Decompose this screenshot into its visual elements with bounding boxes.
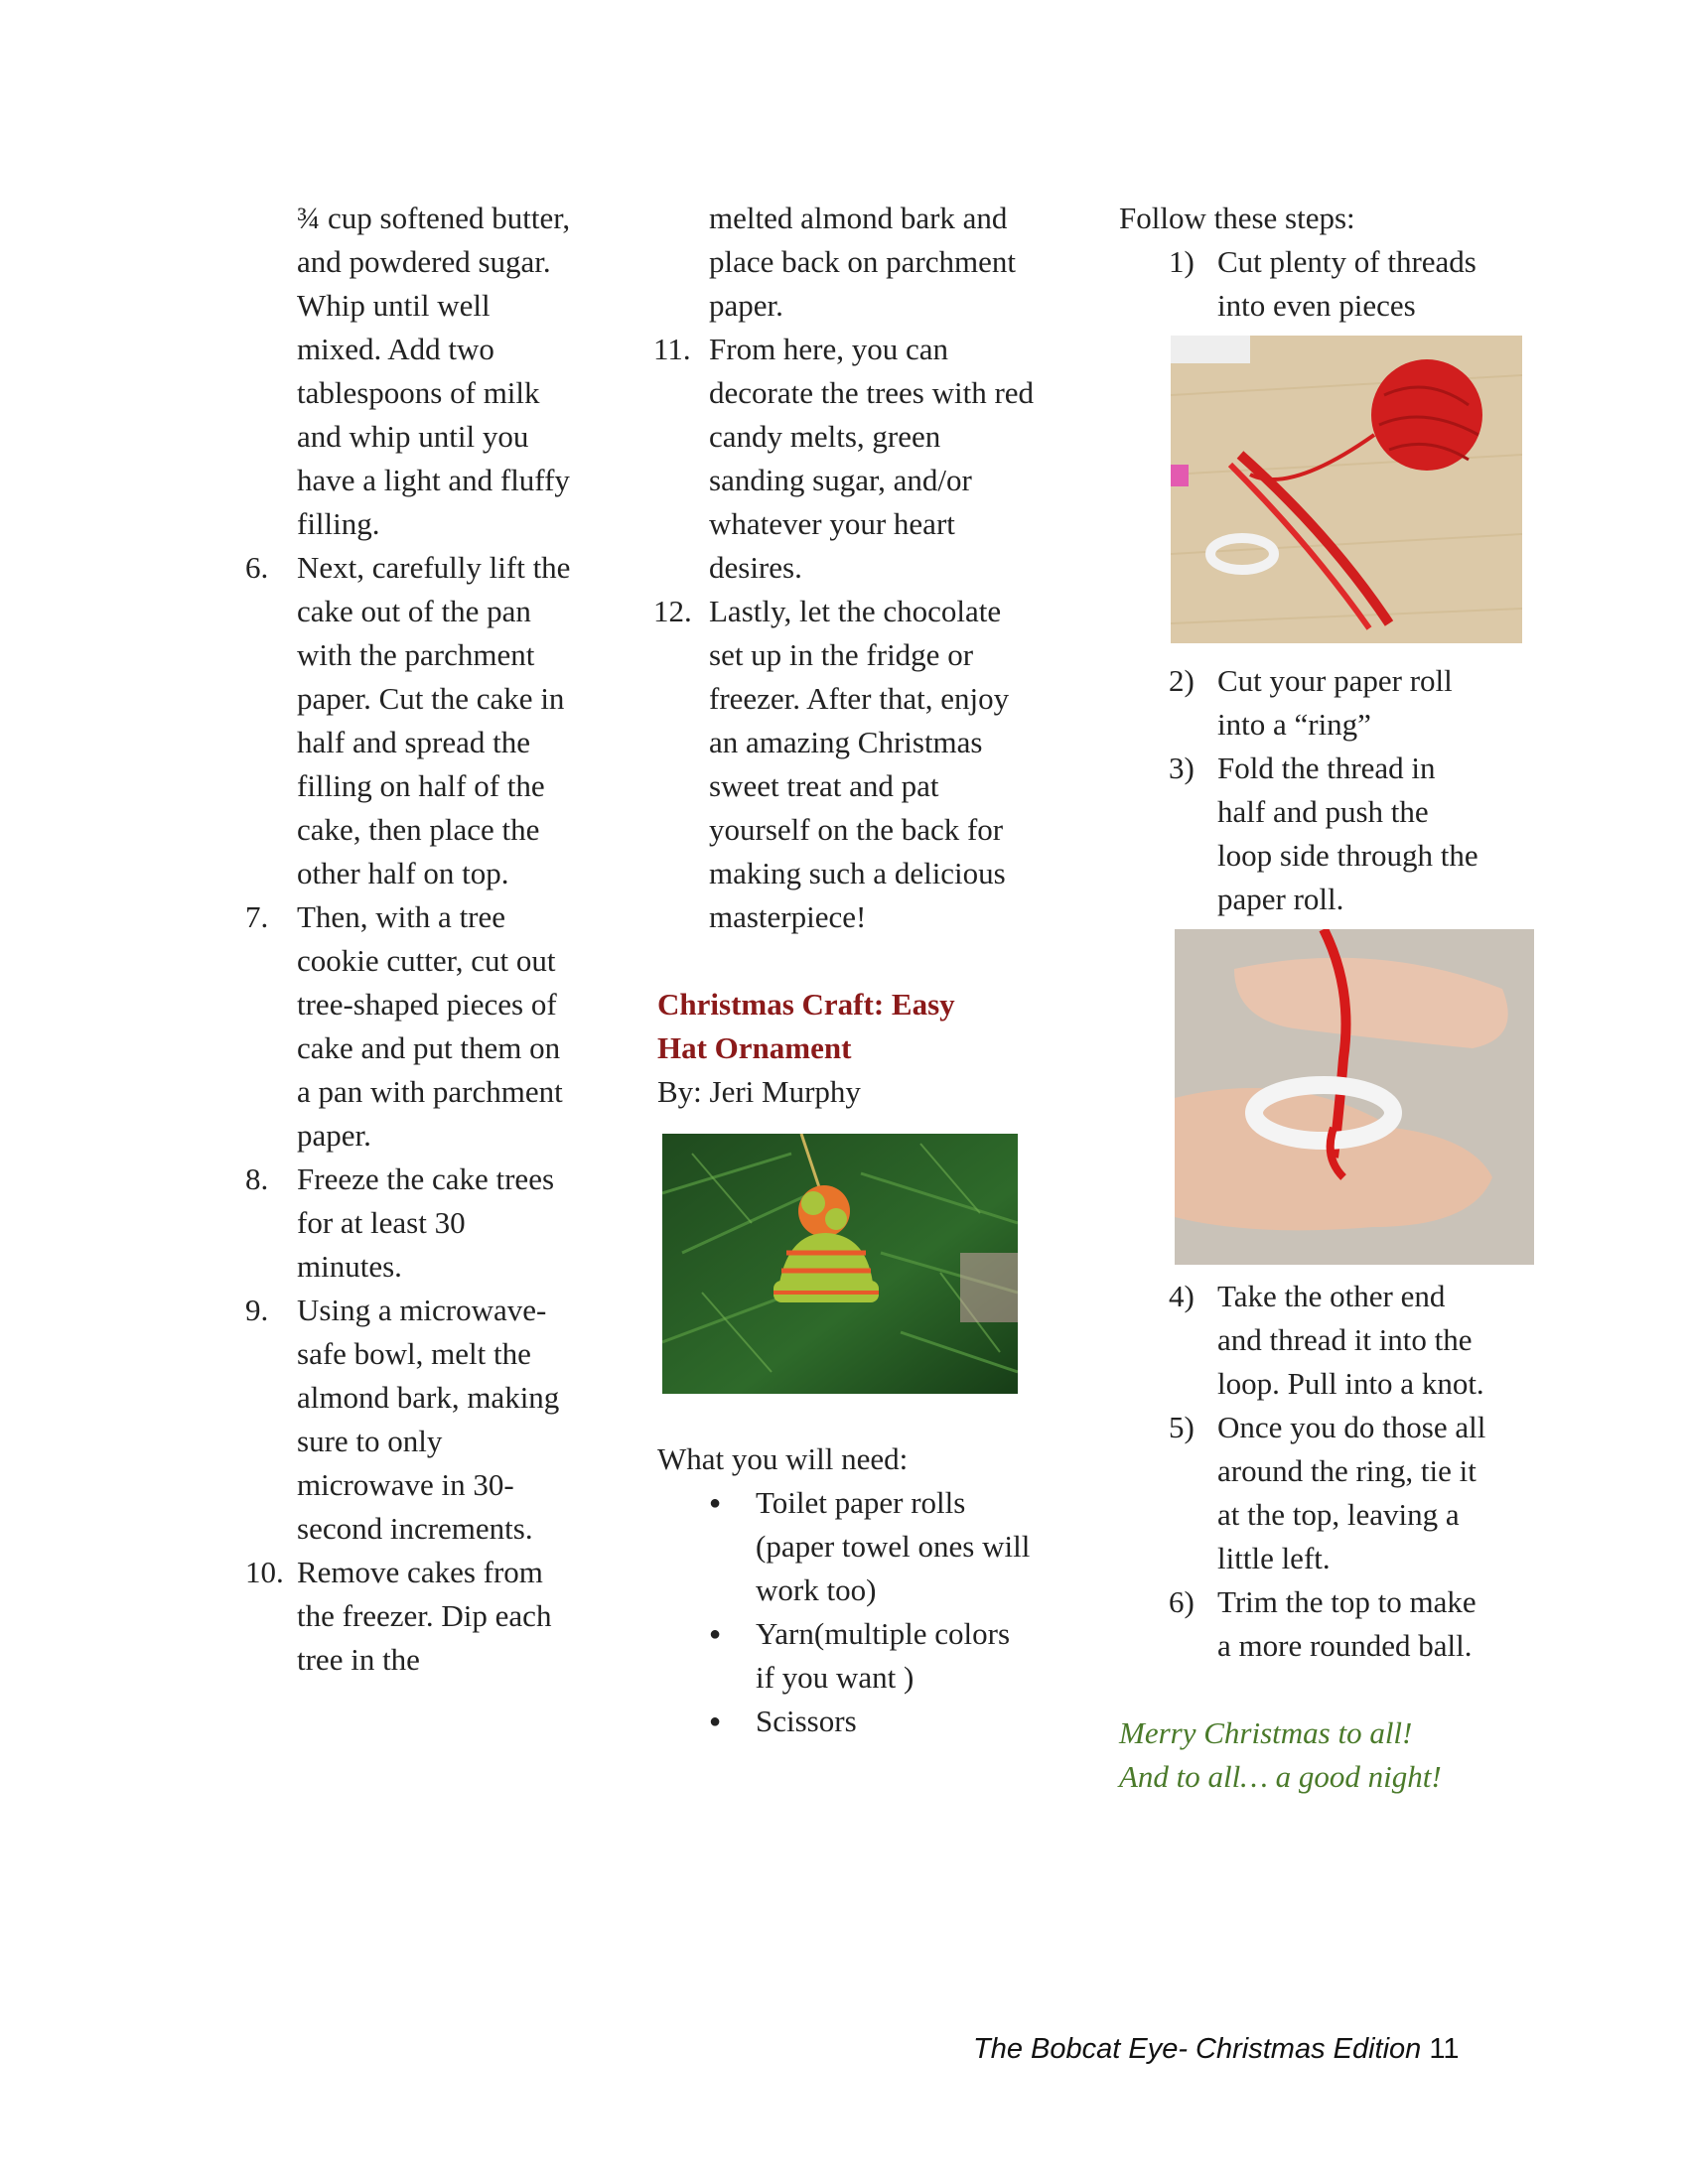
- list-item: [653, 590, 1035, 939]
- list-item: [1119, 1406, 1506, 1580]
- item-number: 2): [1169, 663, 1195, 698]
- item-number: 7.: [245, 899, 269, 934]
- list-item: [245, 1289, 573, 1551]
- craft-steps-list: [1119, 240, 1506, 328]
- bullet-icon: ●: [709, 1710, 722, 1732]
- item-number: 11.: [653, 332, 691, 366]
- need-heading: What you will need:: [657, 1441, 909, 1476]
- item-text: Take the other end and thread it into the loop. Pull into a knot.: [1217, 1279, 1484, 1401]
- list-item: [1119, 659, 1506, 747]
- item-number: 1): [1169, 244, 1195, 279]
- item-text: Next, carefully lift the cake out of the pan with the parchment paper. Cut the cake in half and spread the filling on half of the cake, then place the other half on top.: [297, 550, 571, 890]
- list-item: [1119, 1275, 1506, 1406]
- continued-text: melted almond bark and place back on parchment paper.: [709, 201, 1016, 323]
- hands-photo: [1175, 929, 1534, 1265]
- list-item: [1119, 240, 1506, 328]
- list-item: [657, 1700, 1035, 1743]
- item-text: Fold the thread in half and push the loop side through the paper roll.: [1217, 751, 1478, 916]
- item-text: Cut your paper roll into a “ring”: [1217, 663, 1453, 742]
- page-footer: [973, 2033, 1489, 2066]
- item-text: Freeze the cake trees for at least 30 minutes.: [297, 1161, 555, 1284]
- recipe-steps-list: [245, 546, 573, 1682]
- item-number: 9.: [245, 1293, 269, 1327]
- item-text: From here, you can decorate the trees with red candy melts, green sanding sugar, and/or whatever your heart desires.: [709, 332, 1035, 585]
- item-number: 6.: [245, 550, 269, 585]
- page-number: 11: [1429, 2033, 1460, 2065]
- closing-line-2: And to all… a good night!: [1119, 1759, 1442, 1794]
- closing-line-1: Merry Christmas to all!: [1119, 1715, 1413, 1750]
- list-item: [245, 895, 573, 1158]
- yarn-photo: [1171, 336, 1522, 643]
- recipe-steps-list: [653, 328, 1035, 939]
- item-number: 12.: [653, 594, 692, 628]
- ornament-photo: [662, 1134, 1018, 1394]
- item-text: Remove cakes from the freezer. Dip each tree in the: [297, 1555, 552, 1677]
- bullet-text: Yarn(multiple colors if you want ): [756, 1616, 1011, 1695]
- bullet-icon: ●: [709, 1492, 722, 1514]
- list-item: [657, 1612, 1035, 1700]
- list-item: [1119, 1580, 1506, 1668]
- craft-steps-list: [1119, 659, 1506, 921]
- item-number: 5): [1169, 1410, 1195, 1444]
- item-text: Using a microwave-safe bowl, melt the almond bark, making sure to only microwave in 30-second increments.: [297, 1293, 560, 1546]
- item-number: 3): [1169, 751, 1195, 785]
- list-item: [245, 1158, 573, 1289]
- byline: By: Jeri Murphy: [657, 1074, 861, 1109]
- list-item: [245, 546, 573, 895]
- bullet-text: Scissors: [756, 1704, 857, 1738]
- item-text: Lastly, let the chocolate set up in the fridge or freezer. After that, enjoy an amazing Christmas sweet treat and pat yourself on the back for making such a delicious masterpiece!: [709, 594, 1010, 934]
- item-text: Trim the top to make a more rounded ball.: [1217, 1584, 1477, 1663]
- craft-steps-list: [1119, 1275, 1506, 1668]
- steps-intro: Follow these steps:: [1119, 201, 1355, 235]
- continued-text: ¾ cup softened butter, and powdered sugar. Whip until well mixed. Add two tablespoons of milk and whip until you have a light and fluffy filling.: [297, 201, 571, 541]
- bullet-text: Toilet paper rolls (paper towel ones will work too): [756, 1485, 1031, 1607]
- supplies-list: [657, 1481, 1035, 1743]
- list-item: [1119, 747, 1506, 921]
- bullet-icon: ●: [709, 1623, 722, 1645]
- item-text: Then, with a tree cookie cutter, cut out tree-shaped pieces of cake and put them on a pan with parchment paper.: [297, 899, 563, 1153]
- craft-title: Christmas Craft: Easy Hat Ornament: [657, 987, 955, 1065]
- item-number: 8.: [245, 1161, 269, 1196]
- list-item: [657, 1481, 1035, 1612]
- item-text: Once you do those all around the ring, tie it at the top, leaving a little left.: [1217, 1410, 1486, 1575]
- column-1: [245, 197, 573, 1682]
- list-item: [245, 1551, 573, 1682]
- publication-name: The Bobcat Eye- Christmas Edition: [973, 2033, 1422, 2065]
- list-item: [653, 328, 1035, 590]
- item-number: 6): [1169, 1584, 1195, 1619]
- item-number: 4): [1169, 1279, 1195, 1313]
- item-text: Cut plenty of threads into even pieces: [1217, 244, 1477, 323]
- column-3: [1119, 197, 1506, 1799]
- column-2: [653, 197, 1035, 1743]
- item-number: 10.: [245, 1555, 284, 1589]
